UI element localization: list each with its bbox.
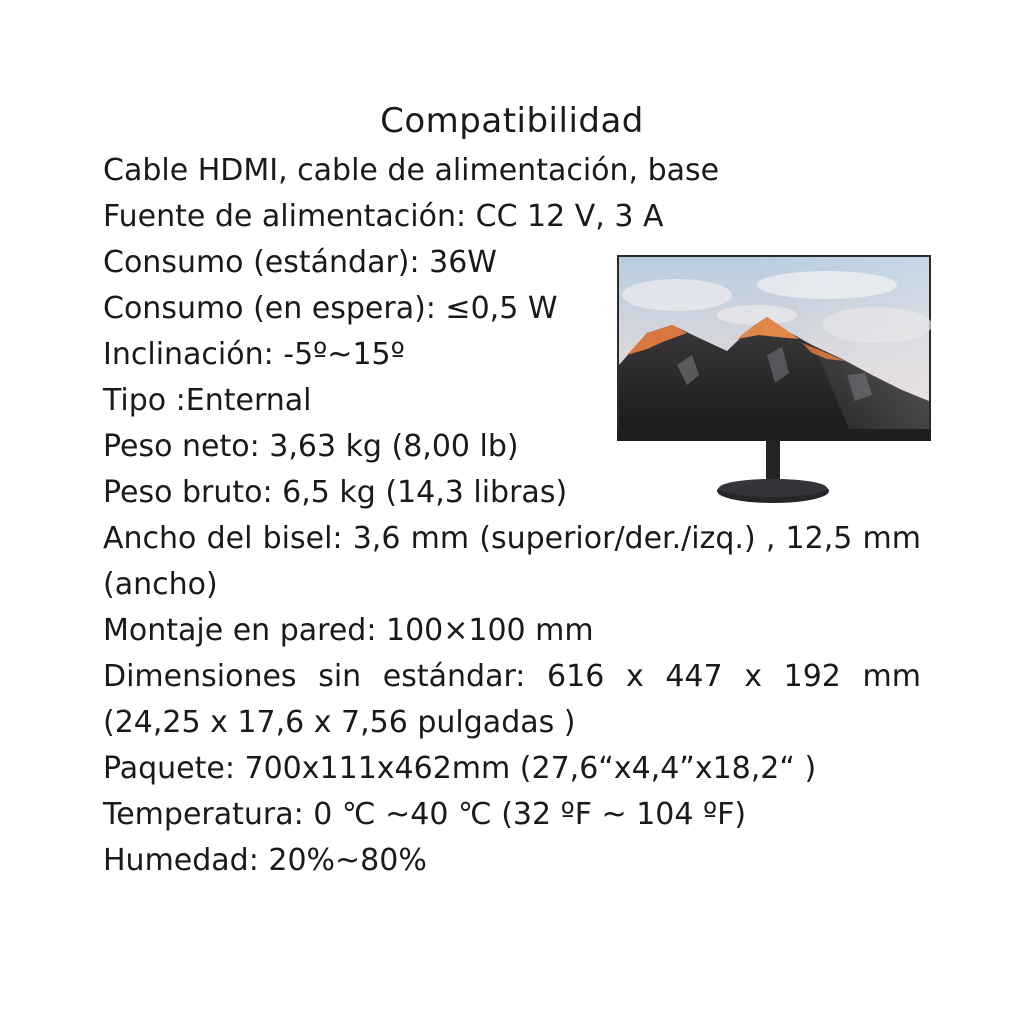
spec-power-consumption-standby: Consumo (en espera): ≤0,5 W	[103, 291, 558, 326]
spec-included-items: Cable HDMI, cable de alimentación, base	[103, 153, 720, 188]
spec-type: Tipo :Enternal	[103, 383, 312, 418]
spec-power-supply: Fuente de alimentación: CC 12 V, 3 A	[103, 199, 664, 234]
spec-bezel-width: Ancho del bisel: 3,6 mm (superior/der./izq.) , 12,5 mm (ancho)	[103, 521, 921, 602]
spec-gross-weight: Peso bruto: 6,5 kg (14,3 libras)	[103, 475, 568, 510]
spec-power-consumption-standard: Consumo (estándar): 36W	[103, 245, 497, 280]
monitor-product-image	[617, 255, 931, 505]
spec-tilt: Inclinación: -5º~15º	[103, 337, 405, 372]
spec-humidity: Humedad: 20%~80%	[103, 843, 427, 878]
spec-net-weight: Peso neto: 3,63 kg (8,00 lb)	[103, 429, 519, 464]
spec-package: Paquete: 700x111x462mm (27,6“x4,4”x18,2“ )	[103, 751, 817, 786]
section-title: Compatibilidad	[380, 101, 644, 141]
monitor-icon	[617, 255, 931, 505]
spec-temperature: Temperatura: 0 ℃ ~40 ℃ (32 ºF ~ 104 ºF)	[103, 797, 747, 832]
spec-wall-mount: Montaje en pared: 100×100 mm	[103, 613, 594, 648]
spec-dimensions: Dimensiones sin estándar: 616 x 447 x 192 mm (24,25 x 17,6 x 7,56 pulgadas )	[103, 659, 921, 740]
